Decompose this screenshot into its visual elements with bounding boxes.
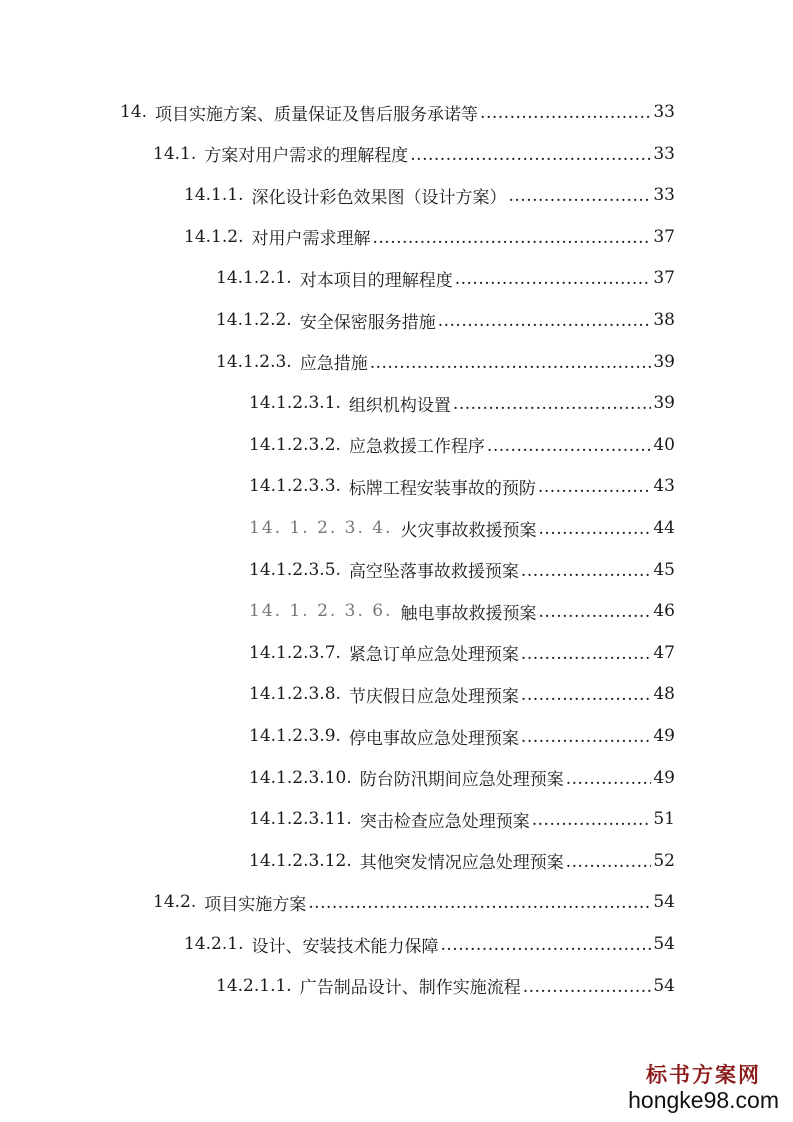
toc-dot-leader xyxy=(538,476,651,496)
toc-dot-leader xyxy=(521,560,651,580)
toc-dot-leader xyxy=(480,102,651,122)
watermark-url: hongke98.com xyxy=(628,1087,779,1113)
toc-entry[interactable] xyxy=(216,347,675,377)
toc-entry-title: 其他突发情况应急处理预案 xyxy=(359,853,564,874)
toc-dot-leader xyxy=(521,726,651,746)
toc-entry[interactable] xyxy=(153,887,675,917)
toc-entry-title: 标牌工程安装事故的预防 xyxy=(348,478,536,499)
toc-entry-title: 高空坠落事故救援预案 xyxy=(348,562,519,583)
toc-entry[interactable] xyxy=(249,430,675,460)
toc-entry-number: 14.1.2.3.11. xyxy=(249,809,352,830)
toc-entry[interactable] xyxy=(249,388,675,418)
toc-entry-page: 51 xyxy=(653,809,675,830)
toc-entry-title: 项目实施方案 xyxy=(204,894,307,915)
toc-entry-title: 方案对用户需求的理解程度 xyxy=(204,146,409,167)
toc-entry-number: 14.1.2.2. xyxy=(216,310,292,330)
toc-entry-number: 14.1.2.3.12. xyxy=(249,850,352,871)
toc-entry-page: 54 xyxy=(653,934,675,954)
toc-entry[interactable] xyxy=(249,846,675,876)
watermark-site-name: 标书方案网 xyxy=(646,1062,762,1087)
toc-dot-leader xyxy=(453,393,651,413)
toc-dot-leader xyxy=(308,892,651,912)
toc-entry-title: 防台防汛期间应急处理预案 xyxy=(359,770,564,791)
toc-entry-title: 广告制品设计、制作实施流程 xyxy=(299,978,521,999)
toc-entry-number: 14.1. xyxy=(153,143,197,164)
toc-entry-title: 对本项目的理解程度 xyxy=(299,270,453,291)
toc-entry-page: 52 xyxy=(653,850,675,871)
toc-entry[interactable] xyxy=(249,679,675,709)
toc-entry-number: 14.1.2.3.7. xyxy=(249,642,341,663)
toc-entry[interactable] xyxy=(249,596,675,626)
toc-dot-leader xyxy=(455,268,652,288)
toc-entry[interactable] xyxy=(249,513,675,543)
toc-entry-number: 14. xyxy=(120,102,148,122)
toc-dot-leader xyxy=(410,144,651,164)
toc-entry[interactable] xyxy=(120,97,675,127)
toc-entry-number: 14.2. xyxy=(153,892,197,913)
toc-entry-number: 14.1.2.1. xyxy=(216,268,292,289)
toc-entry-number: 14.1.2. xyxy=(184,226,244,247)
toc-entry-number: 14.2.1.1. xyxy=(216,975,292,996)
toc-entry-number: 14.2.1. xyxy=(184,934,244,954)
toc-entry-page: 39 xyxy=(653,351,675,372)
toc-dot-leader xyxy=(508,185,651,205)
toc-entry-page: 39 xyxy=(653,393,675,414)
toc-entry-title: 组织机构设置 xyxy=(348,395,451,416)
toc-dot-leader xyxy=(566,768,652,788)
toc-entry-title: 停电事故应急处理预案 xyxy=(348,728,519,749)
toc-entry-page: 45 xyxy=(653,559,675,580)
toc-entry-title: 火灾事故救援预案 xyxy=(400,520,537,541)
toc-dot-leader xyxy=(539,518,652,538)
toc-entry-title: 紧急订单应急处理预案 xyxy=(348,645,519,666)
toc-entry-page: 46 xyxy=(653,601,675,622)
toc-dot-leader xyxy=(521,684,651,704)
toc-entry[interactable] xyxy=(249,721,675,751)
toc-entry-title: 深化设计彩色效果图（设计方案） xyxy=(251,187,507,208)
toc-entry-number: 14.1.2.3. xyxy=(216,351,292,372)
toc-dot-leader xyxy=(523,976,652,996)
toc-entry-page: 33 xyxy=(653,102,675,122)
toc-entry-page: 33 xyxy=(653,143,675,164)
toc-entry[interactable] xyxy=(216,971,675,1001)
toc-entry-title: 安全保密服务措施 xyxy=(299,312,436,333)
toc-entry-title: 节庆假日应急处理预案 xyxy=(348,686,519,707)
toc-entry-page: 40 xyxy=(653,434,675,455)
toc-entry-number: 14. 1. 2. 3. 4. xyxy=(249,518,393,538)
toc-entry-number: 14.1.2.3.2. xyxy=(249,434,341,455)
toc-entry-title: 触电事故救援预案 xyxy=(400,603,537,624)
toc-entry-page: 47 xyxy=(653,642,675,663)
toc-entry-title: 对用户需求理解 xyxy=(251,229,371,250)
toc-entry[interactable] xyxy=(184,180,675,210)
toc-entry-number: 14.1.2.3.8. xyxy=(249,684,341,705)
toc-entry-page: 49 xyxy=(653,767,675,788)
toc-entry-page: 54 xyxy=(653,975,675,996)
toc-entry-title: 应急救援工作程序 xyxy=(348,437,485,458)
toc-dot-leader xyxy=(487,435,651,455)
toc-entry-title: 应急措施 xyxy=(299,354,368,375)
toc-entry-page: 44 xyxy=(653,518,675,538)
toc-entry-page: 33 xyxy=(653,185,675,206)
toc-entry[interactable] xyxy=(249,763,675,793)
toc-entry[interactable] xyxy=(216,263,675,293)
toc-entry-page: 54 xyxy=(653,892,675,913)
toc-dot-leader xyxy=(438,310,652,330)
toc-entry-page: 49 xyxy=(653,726,675,746)
toc-entry[interactable] xyxy=(249,471,675,501)
toc-entry-number: 14.1.1. xyxy=(184,185,244,206)
toc-entry-number: 14.1.2.3.9. xyxy=(249,726,341,746)
toc-entry[interactable] xyxy=(184,222,675,252)
toc-entry-number: 14. 1. 2. 3. 6. xyxy=(249,601,393,622)
toc-entry-page: 43 xyxy=(653,476,675,497)
toc-entry[interactable] xyxy=(184,929,675,959)
toc-entry-title: 设计、安装技术能力保障 xyxy=(251,936,439,957)
watermark xyxy=(628,1059,779,1114)
toc-entry-number: 14.1.2.3.10. xyxy=(249,767,352,788)
toc-entry-number: 14.1.2.3.1. xyxy=(249,393,341,414)
toc-dot-leader xyxy=(521,643,651,663)
toc-dot-leader xyxy=(532,809,652,829)
toc-entry-page: 37 xyxy=(653,226,675,247)
toc-entry-page: 38 xyxy=(653,310,675,330)
toc-dot-leader xyxy=(372,227,651,247)
toc-entry-title: 项目实施方案、质量保证及售后服务承诺等 xyxy=(155,104,479,125)
toc-entry-number: 14.1.2.3.5. xyxy=(249,559,341,580)
toc-entry[interactable] xyxy=(249,555,675,585)
toc-dot-leader xyxy=(440,934,651,954)
toc-entry-page: 37 xyxy=(653,268,675,289)
toc-entry-page: 48 xyxy=(653,684,675,705)
toc-dot-leader xyxy=(370,352,652,372)
toc-dot-leader xyxy=(566,851,652,871)
toc-entry-title: 突击检查应急处理预案 xyxy=(359,811,530,832)
toc-entry[interactable] xyxy=(249,804,675,834)
toc-entry-number: 14.1.2.3.3. xyxy=(249,476,341,497)
toc-entry[interactable] xyxy=(249,638,675,668)
toc-entry[interactable] xyxy=(153,139,675,169)
toc-entry[interactable] xyxy=(216,305,675,335)
toc-dot-leader xyxy=(539,601,652,621)
